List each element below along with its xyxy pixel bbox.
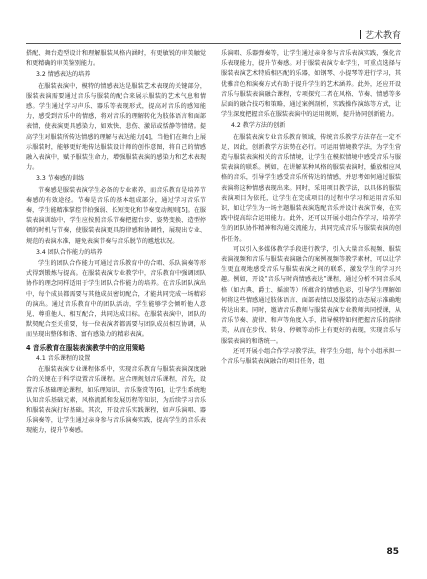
left-column (26, 49, 206, 437)
paragraph: 在服装表演中，模特的情感表达是服装艺术表现的关键部分，服装表演需要通过音乐与服装的配合来展示服装的艺术气息和情感。学生通过学习声乐、器乐等表现形式，提高对音乐的感知能力，感受到音乐中的情感，将对音乐的理解转化为肢体语言和面部表情，使表演更具感染力，如欢快、悲伤、激昂或恬静等情绪。提高学生对服装所传达情感的理解与表达能力[4]，当他们在舞台上展示服装时，能够更好地传达服装设计师的创作意图，将自己的情感融入表演中，赋予服装生命力，增强服装表演的感染力和艺术表现力。 (26, 82, 206, 172)
paragraph: 可以引入多媒体教学手段进行教学，引入大量音乐视频、服装表演视频和音乐与服装表演融合的案例视频等教学素材，可以让学生更直观地感受音乐与服装表演之间的联系，激发学生的学习兴趣。例如，开设“音乐与时尚情感表达”课程，通过分析不同音乐风格（如古典、爵士、摇滚等）所蕴含的情感色彩，引导学生理解如何将这些情感通过肢体语言、面部表情以及服装的动态展示准确地传达出来。同时，邀请音乐教师与服装表演专业教师共同授课，从音乐节奏、旋律、和声等角度入手，指导模特如何把握音乐的韵律美，从而在步伐、转身、停顿等动作上有更好的表现，实现音乐与服装表演的和谐统一。 (221, 245, 401, 345)
subsection-heading-4-1: 4.1 音乐课程的设置 (36, 354, 91, 362)
section-heading-4: 4 音乐教育在服装表演教学中的应用策略 (26, 343, 145, 352)
paragraph: 学生的团队合作能力可通过音乐教育中的合唱、乐队演奏等形式得到锻炼与提高。在服装表演专业教学中，音乐教育中强调团队协作的理念同样适用于学生团队合作能力的培养。在音乐团队演出中，每个成员都需要与其他成员密切配合，才能共同完成一场精彩的演出。通过音乐教育中的团队活动，学生能够学会倾听他人意见、尊重他人、相互配合，共同达成目标。在服装表演中，团队的默契配合至关重要，每一位表演者都需要与团队成员相互协调，从而呈现出整体和谐、富有感染力的精彩表演。 (26, 260, 206, 339)
header-divider (360, 30, 361, 39)
page-number: 85 (386, 547, 399, 557)
subsection-heading-3-4: 3.4 团队合作能力的培养 (36, 248, 103, 256)
paragraph: 节奏感是服装表演学生必备的专业素养，而音乐教育是培养节奏感的有效途径。节奏是音乐的基本组成部分，通过学习音乐节奏，学生能精准掌控节拍强弱、长短变化和节奏变动规则[5]。在服装表演训练中，学生应按照音乐节奏把握台步、姿势变换、造型停顿的时机与节奏，使服装表演更具韵律感和协调性，展现出专业、规范的表演水准，避免表演节奏与音乐脱节的尴尬状况。 (26, 186, 206, 245)
paragraph: 搭配、舞台造型设计和理解服装风格内涵时，有更敏锐的审美触觉和更精确的审美鉴别能力。 (26, 50, 206, 68)
header-section: 艺术教育 (364, 31, 401, 41)
subsection-heading-4-2: 4.2 教学方法的创新 (231, 122, 286, 130)
subsection-heading-3-2: 3.2 情感表达的培养 (36, 71, 91, 79)
subsection-heading-3-3: 3.3 节奏感的训练 (36, 175, 85, 183)
right-column (221, 49, 401, 367)
paragraph: 乐演唱、乐器弹奏等，让学生通过亲身参与音乐表演实践，强化音乐表现能力，提升节奏感。对于服装表演专业学生，可重点选择与服装表演艺术特质相匹配的乐器，如钢琴、小提琴等进行学习，其优雅音色和演奏方式有助于提升学生的艺术涵养。此外，还应开设音乐与服装表演融合课程，专项探究二者在风格、节奏、情感等多层面的融合技巧和策略，通过案例剖析，实践操作演练等方式，让学生深度把握音乐在服装表演中的运用规则，提升协同创新能力。 (221, 50, 401, 119)
header-rule (26, 43, 401, 44)
paragraph: 在服装表演专业课程体系中，实现音乐教育与服装表演深度融合的关键在于科学设置音乐课程。应合理规划音乐课程，首先，设置音乐基础理论课程，如乐理知识、音乐鉴赏等[6]，让学生系统地认知音乐基础元素，风格流派和发展历程等知识，为后续学习音乐和服装表演打好基础。其次，开设音乐实践课程，如声乐演唱、器乐演奏等，让学生通过亲身参与音乐演奏实践，提高学生的音乐表现能力，提升节奏感。 (26, 366, 206, 435)
paragraph: 在服装表演专业音乐教育领域，传统音乐教学方法存在一定不足，因此，创新教学方法势在必行。可运用情境教学法，为学生营造与服装表演相关的音乐情境，让学生在模拟情境中感受音乐与服装表演的联系。例如，在讲解某种风格的服装表演时，播放相应风格的音乐，引导学生感受音乐所传达的情感，并思考如何通过服装表演将这种情感表现出来。同时，采用项目教学法，以具体的服装表演项目为依托，让学生在完成项目的过程中学习和运用音乐知识，如让学生为一场主题服装表演选配音乐并设计表演节奏，在实践中提高综合运用能力。此外，还可以开展小组合作学习，培养学生的团队协作精神和沟通交流能力，共同完成音乐与服装表演的创作任务。 (221, 133, 401, 243)
running-header (360, 28, 401, 41)
paragraph: 还可开展小组合作学习教学法，将学生分组，每个小组承担一个音乐与服装表演融合的项目任务，组 (221, 347, 401, 366)
